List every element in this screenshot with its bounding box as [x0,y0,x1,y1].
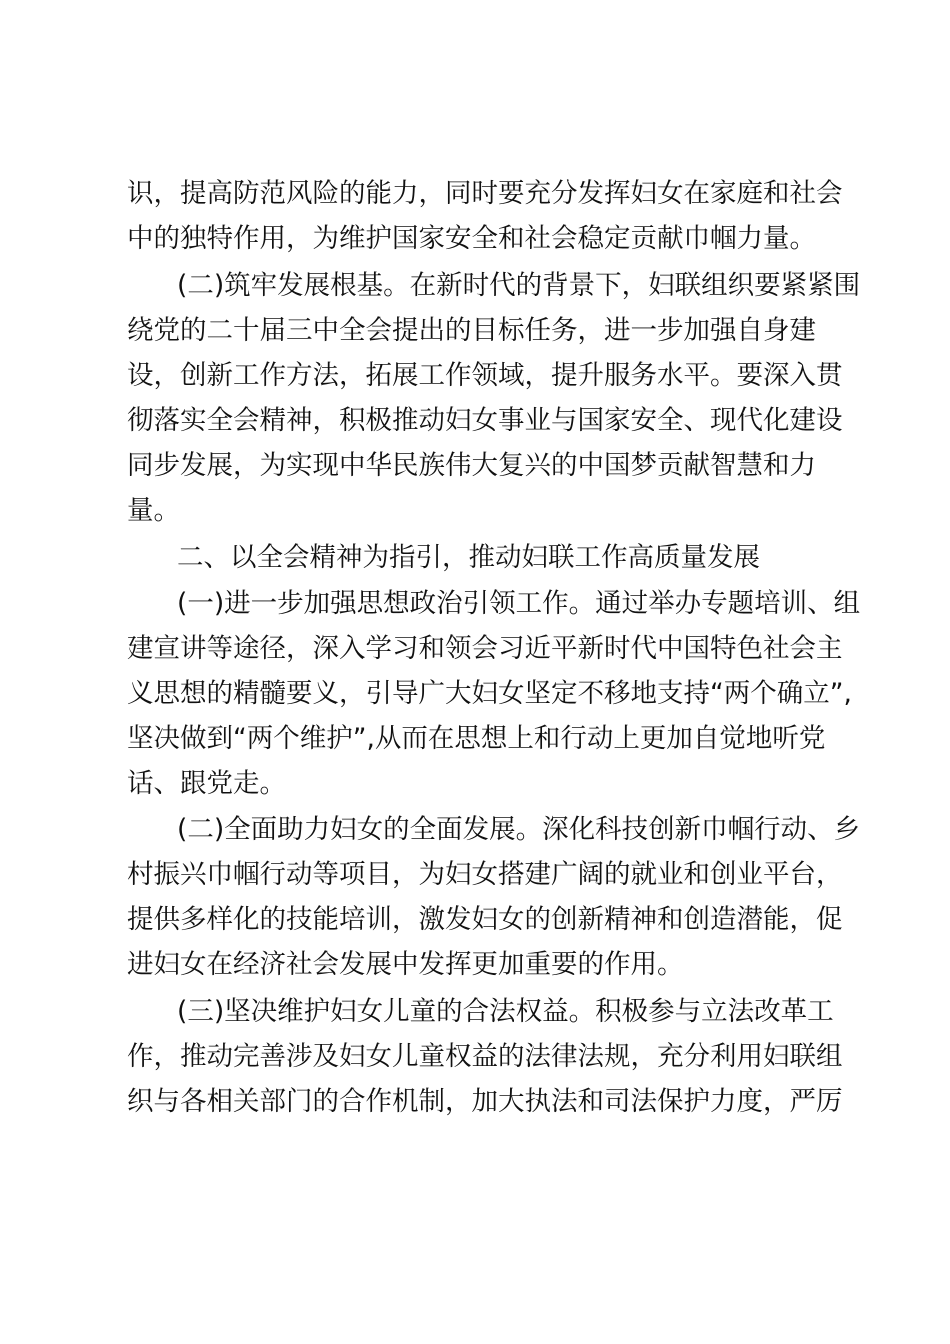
paragraph-start: (二)全面助力妇女的全面发展。深化科技创新巾帼行动、乡 [177,814,861,845]
text-line: 村振兴巾帼行动等项目，为妇女搭建广阔的就业和创业平台， [127,859,843,890]
text-line: 绕党的二十届三中全会提出的目标任务，进一步加强自身建 [127,315,816,346]
text-line: 进妇女在经济社会发展中发挥更加重要的作用。 [127,949,684,980]
paragraph-start: (三)坚决维护妇女儿童的合法权益。积极参与立法改革工 [177,996,834,1027]
section-heading: 二、以全会精神为指引，推动妇联工作高质量发展 [177,542,760,573]
paragraph-start: (一)进一步加强思想政治引领工作。通过举办专题培训、组 [177,588,861,619]
text-line: 识，提高防范风险的能力，同时要充分发挥妇女在家庭和社会 [127,178,843,209]
text-line: 提供多样化的技能培训，激发妇女的创新精神和创造潜能，促 [127,904,843,935]
text-line: 设，创新工作方法，拓展工作领域，提升服务水平。要深入贯 [127,360,843,391]
text-line: 建宣讲等途径，深入学习和领会习近平新时代中国特色社会主 [127,633,843,664]
text-line: 同步发展，为实现中华民族伟大复兴的中国梦贡献智慧和力 [127,450,816,481]
text-line: 作，推动完善涉及妇女儿童权益的法律法规，充分利用妇联组 [127,1041,843,1072]
text-line: 坚决做到“两个维护”,从而在思想上和行动上更加自觉地听党 [127,723,826,754]
text-line: 中的独特作用，为维护国家安全和社会稳定贡献巾帼力量。 [127,223,816,254]
text-line: 彻落实全会精神，积极推动妇女事业与国家安全、现代化建设 [127,405,843,436]
text-line: 话、跟党走。 [127,768,286,799]
paragraph-start: (二)筑牢发展根基。在新时代的背景下，妇联组织要紧紧围 [177,270,861,301]
text-line: 织与各相关部门的合作机制，加大执法和司法保护力度，严厉 [127,1086,843,1117]
text-line: 量。 [127,495,180,526]
text-line: 义思想的精髓要义，引导广大妇女坚定不移地支持“两个确立”, [127,678,852,709]
